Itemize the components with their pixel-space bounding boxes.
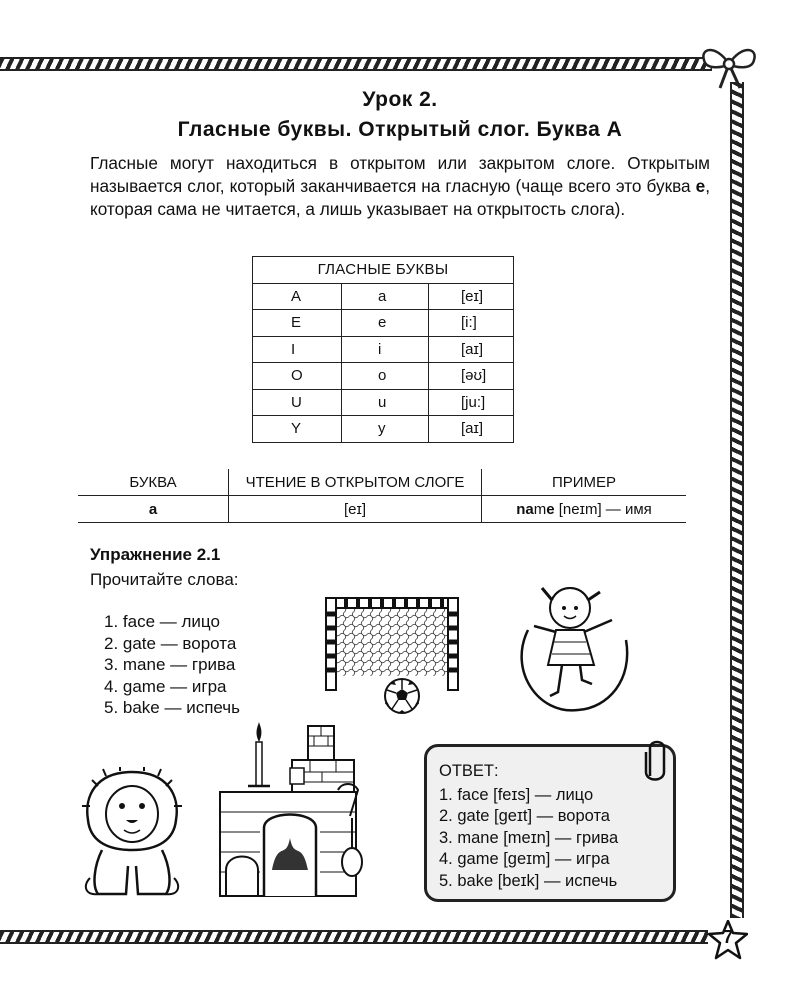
table-header-row: БУКВА ЧТЕНИЕ В ОТКРЫТОМ СЛОГЕ ПРИМЕР [78, 469, 686, 496]
lesson-title: Урок 2. [362, 88, 438, 111]
list-item: 1. face [feɪs] — лицо [439, 785, 594, 804]
intro-paragraph: Гласные могут находиться в открытом или закрытом слоге. Открытым называется слог, который заканчивается на гласную (чаще всего это буква e, которая сама не читается, а лишь указывает на открытость слога). [90, 153, 710, 219]
answer-label: ОТВЕТ: [439, 762, 499, 780]
list-item: 4. game — игра [104, 676, 227, 696]
answer-box [424, 744, 676, 902]
rope-border-right [730, 82, 744, 918]
list-item: 4. game [geɪm] — игра [439, 850, 610, 868]
list-item: 3. mane — грива [104, 655, 236, 674]
rope-border-bottom [0, 930, 708, 944]
table-row: O o [əʊ] [253, 363, 514, 390]
table-row: Y y [aɪ] [253, 416, 514, 443]
table-row: a [eɪ] name [neɪm] — имя [78, 496, 686, 523]
intro-bold-letter: e [695, 176, 706, 196]
stove-icon [210, 720, 370, 900]
exercise-list [104, 611, 240, 719]
table-row: A a [eɪ] [253, 283, 514, 310]
exercise-title: Упражнение 2.1 [90, 545, 221, 564]
list-item: 5. bake — испечь [104, 698, 241, 717]
example-cell: name [neɪm] — имя [482, 496, 687, 523]
list-item: 2. gate [geɪt] — ворота [439, 807, 610, 825]
table-row: I i [aɪ] [253, 336, 514, 363]
rope-border-top [0, 57, 712, 71]
soccer-ball-icon [382, 676, 422, 716]
vowels-table-header: ГЛАСНЫЕ БУКВЫ [253, 257, 514, 284]
girl-jumping-rope-icon [508, 570, 638, 720]
lion-icon [76, 766, 188, 900]
exercise-instruction: Прочитайте слова: [90, 570, 239, 589]
reading-table [78, 469, 686, 523]
list-item: 2. gate — ворота [104, 633, 237, 653]
list-item: 3. mane [meɪn] — грива [439, 828, 619, 847]
page-number: 7 [722, 927, 733, 947]
table-row: E e [i:] [253, 310, 514, 337]
lesson-subtitle: Гласные буквы. Открытый слог. Буква А [177, 118, 623, 141]
table-row: U u [ju:] [253, 389, 514, 416]
vowels-table [252, 256, 514, 443]
paperclip-icon [640, 736, 670, 786]
list-item: 5. bake [beɪk] — испечь [439, 871, 618, 890]
list-item: 1. face — лицо [104, 612, 220, 631]
bow-icon [694, 38, 764, 94]
